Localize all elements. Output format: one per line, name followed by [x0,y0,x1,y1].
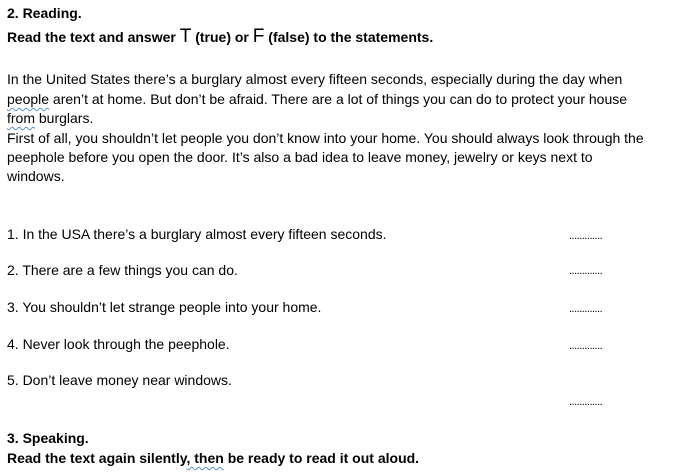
passage-word-people: people [7,91,50,107]
passage-line-4: First of all, you shouldn’t let people you don’t know into your home. You should always look through the [7,130,644,146]
statement-4: 4. Never look through the peephole. [7,336,230,352]
statement-5: 5. Don’t leave money near windows. [7,372,232,388]
answer-blank-3[interactable]: ............. [569,303,603,315]
instruction-part3: (false) to the statements. [264,29,434,45]
reading-instruction [7,28,433,46]
statement-1: 1. In the USA there’s a burglary almost every fifteen seconds. [7,226,387,242]
passage-line-2-rest: aren’t at home. But don’t be afraid. There are a lot of things you can do to protect your house [49,91,628,107]
passage-word-from: from [7,110,35,126]
speaking-squiggle: , then [186,450,224,466]
false-letter: F [252,26,265,47]
statement-2: 2. There are a few things you can do. [7,262,238,278]
answer-blank-2[interactable]: ............. [569,265,603,277]
passage-line-3-rest: burglars. [35,110,94,126]
instruction-part2: (true) or [191,29,253,45]
reading-heading: 2. Reading. [7,5,82,21]
answer-blank-5[interactable]: ............. [569,396,603,408]
passage-line-5: peephole before you open the door. It’s also a bad idea to leave money, jewelry or keys next to [7,149,593,165]
true-letter: T [179,26,192,47]
speaking-part2: be ready to read it out aloud. [223,450,420,466]
answer-blank-1[interactable]: ............. [569,230,603,242]
passage-line-3 [7,109,93,127]
statement-3: 3. You shouldn’t let strange people into your home. [7,299,322,315]
passage-line-6: windows. [7,168,65,184]
speaking-instruction [7,449,419,467]
answer-blank-4[interactable]: ............. [569,340,603,352]
speaking-part1: Read the text again silently [7,450,187,466]
speaking-heading: 3. Speaking. [7,430,89,446]
passage-line-1: In the United States there’s a burglary almost every fifteen seconds, especially during the day when [7,71,623,87]
passage-line-2 [7,90,627,108]
instruction-part1: Read the text and answer [7,29,180,45]
